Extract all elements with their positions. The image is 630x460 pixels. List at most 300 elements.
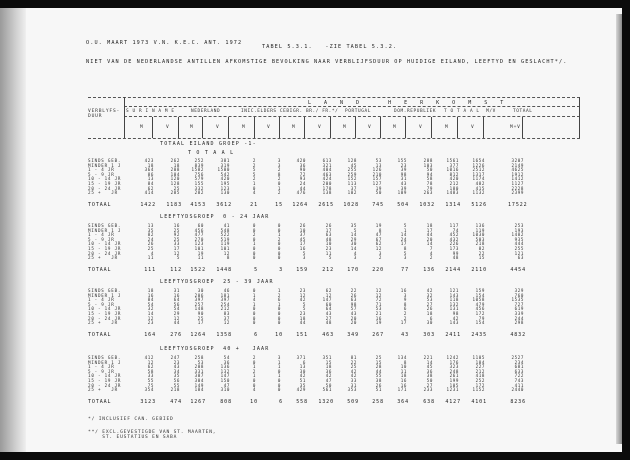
data-cell: 47 — [325, 378, 332, 383]
total-cell: 5 — [254, 266, 258, 273]
data-cell: 3 — [353, 255, 357, 261]
data-cell: 285 — [170, 190, 180, 196]
data-cell: 0 — [252, 315, 256, 321]
data-cell: 2 — [277, 167, 281, 173]
data-cell: 42 — [325, 373, 332, 379]
header-rule-mid — [124, 106, 580, 107]
total-cell: 2615 — [318, 201, 334, 208]
data-cell: 28 — [375, 364, 382, 370]
data-cell: 2527 — [511, 355, 524, 360]
data-cell: 5 — [252, 167, 256, 173]
country-header: TOTAAL — [513, 109, 533, 114]
data-cell: 12 — [147, 315, 154, 321]
total-label: TOTAAL — [88, 398, 112, 405]
data-cell: 8 — [277, 171, 281, 177]
country-header: NEDERLAND — [191, 109, 221, 114]
row-label: 15 - 19 JR — [88, 181, 122, 186]
data-cell: 33 — [350, 378, 357, 383]
data-cell: 180 — [449, 185, 459, 191]
data-cell: 48 — [325, 236, 332, 242]
subcolumn-header: M — [140, 125, 144, 130]
data-cell: 519 — [220, 236, 230, 242]
data-cell: 36 — [325, 368, 332, 374]
data-cell: 18 — [426, 223, 433, 228]
data-cell: 0 — [252, 306, 256, 312]
data-cell: 2 — [403, 311, 407, 316]
data-cell: 75 — [147, 382, 154, 388]
table-title: NIET VAN DE NEDERLANDSE ANTILLEN AFKOMSTIGE BEVOLKING NAAR VERBLIJFSDUUR OP HUIDIGE EILAND, LEEFTYD EN GESLACHT*/. — [86, 59, 568, 65]
data-cell: 2 — [252, 355, 256, 360]
data-cell: 154 — [475, 292, 485, 298]
total-cell: 10 — [275, 331, 283, 338]
data-cell: 138 — [322, 190, 332, 196]
data-cell: 0 — [277, 223, 281, 228]
data-cell: 307 — [194, 373, 204, 379]
data-cell: 42 — [350, 368, 357, 374]
total-cell: 2435 — [471, 331, 487, 338]
data-cell: 0 — [277, 255, 281, 261]
row-label: SINDS GEB. — [88, 223, 122, 228]
data-cell: 2149 — [511, 162, 524, 168]
data-cell: 212 — [475, 368, 485, 374]
data-cell: 11 — [147, 255, 154, 261]
section-title: TOTAAL EILAND GROEP -1- — [160, 141, 257, 147]
book-gutter-shadow — [0, 8, 26, 452]
data-cell: 456 — [194, 227, 204, 233]
total-cell: 6 — [254, 331, 258, 338]
data-cell: 429 — [296, 387, 306, 393]
data-cell: 218 — [170, 387, 180, 393]
total-cell: 349 — [347, 331, 359, 338]
data-cell: 62 — [147, 185, 154, 191]
total-cell: 258 — [372, 398, 384, 405]
data-cell: 64 — [173, 297, 180, 303]
data-cell: 1127 — [511, 181, 524, 186]
subcolumn-header: M — [242, 125, 246, 130]
data-cell: 13 — [299, 364, 306, 370]
data-cell: 78 — [426, 181, 433, 186]
data-cell: 2228 — [511, 185, 524, 191]
data-cell: 31 — [400, 176, 407, 182]
data-cell: 98 — [350, 301, 357, 307]
total-cell: 3123 — [140, 398, 156, 405]
header-divider — [124, 97, 125, 138]
data-cell: 1 — [252, 373, 256, 379]
data-cell: 30 — [299, 368, 306, 374]
data-cell: 178 — [322, 185, 332, 191]
data-cell: 3 — [403, 292, 407, 298]
data-cell: 0 — [252, 382, 256, 388]
data-cell: 1482 — [511, 232, 524, 238]
data-cell: 0 — [252, 236, 256, 242]
total-cell: 808 — [220, 398, 232, 405]
data-cell: 24 — [400, 236, 407, 242]
column-divider — [355, 117, 356, 138]
row-label: 15 - 19 JR — [88, 311, 122, 316]
data-cell: 14 — [350, 246, 357, 251]
data-cell: 29 — [350, 236, 357, 242]
data-cell: 35 — [147, 227, 154, 233]
data-cell: 12 — [223, 250, 230, 256]
data-cell: 74 — [452, 227, 459, 233]
data-cell: 57 — [350, 306, 357, 312]
data-cell: 727 — [514, 301, 524, 307]
data-cell: 482 — [475, 181, 485, 186]
data-cell: 18 — [426, 311, 433, 316]
data-cell: 212 — [220, 306, 230, 312]
row-label: 25 + JR — [88, 387, 118, 393]
row-label: 1 - 4 JR — [88, 297, 115, 303]
total-cell: 5126 — [471, 201, 487, 208]
row-label: SINDS GEB. — [88, 288, 122, 293]
data-cell: 3207 — [511, 158, 524, 163]
data-cell: 2 — [429, 255, 433, 261]
data-cell: 18 — [173, 162, 180, 168]
data-cell: 444 — [514, 241, 524, 247]
data-cell: 253 — [514, 223, 524, 228]
data-cell: 83 — [223, 311, 230, 316]
footnote: */ INCLUSIEF CAN. GEBIED — [88, 417, 174, 422]
data-cell: 93 — [299, 176, 306, 182]
row-label: 1 - 4 JR — [88, 364, 115, 370]
total-cell: 474 — [170, 398, 182, 405]
data-cell: 62 — [147, 364, 154, 370]
data-cell: 15 — [325, 359, 332, 365]
data-cell: 6 — [403, 306, 407, 312]
data-cell: 132 — [220, 368, 230, 374]
total-cell: 1522 — [190, 266, 206, 273]
data-cell: 19 — [375, 320, 382, 326]
data-cell: 46 — [223, 288, 230, 293]
data-cell: 199 — [449, 378, 459, 383]
data-cell: 105 — [449, 382, 459, 388]
data-cell: 1 — [277, 373, 281, 379]
data-cell: 397 — [194, 297, 204, 303]
data-cell: 252 — [194, 158, 204, 163]
data-cell: 8 — [378, 227, 382, 233]
column-divider — [483, 117, 484, 138]
data-cell: 221 — [423, 355, 433, 360]
row-label: 10 - 14 JR — [88, 241, 122, 247]
data-cell: 0 — [252, 288, 256, 293]
data-cell: 1 — [252, 241, 256, 247]
data-cell: 2512 — [472, 167, 485, 173]
data-cell: 102 — [347, 190, 357, 196]
data-cell: 10 — [400, 364, 407, 370]
column-divider — [254, 117, 255, 138]
column-divider — [405, 117, 406, 138]
data-cell: 3 — [277, 158, 281, 163]
total-cell: 2411 — [445, 331, 461, 338]
data-cell: 19 — [375, 223, 382, 228]
data-cell: 212 — [449, 181, 459, 186]
data-cell: 613 — [322, 158, 332, 163]
row-label: 15 - 19 JR — [88, 378, 122, 383]
data-cell: 36 — [223, 359, 230, 365]
data-cell: 3 — [403, 255, 407, 261]
data-cell: 33 — [147, 373, 154, 379]
data-cell: 173 — [449, 246, 459, 251]
header-rule-low — [124, 116, 580, 117]
data-cell: 23 — [299, 288, 306, 293]
data-cell: 255 — [347, 167, 357, 173]
data-cell: 16 — [173, 223, 180, 228]
total-cell: 504 — [397, 201, 409, 208]
data-cell: 58 — [426, 176, 433, 182]
data-cell: 149 — [194, 382, 204, 388]
data-cell: 252 — [475, 378, 485, 383]
data-cell: 92 — [173, 232, 180, 238]
scanned-page — [0, 8, 622, 452]
total-cell: 4454 — [510, 266, 526, 273]
data-cell: 354 — [144, 387, 154, 393]
data-cell: 14 — [400, 232, 407, 238]
data-cell: 12 — [223, 320, 230, 326]
data-cell: 1654 — [472, 158, 485, 163]
row-label: 25 + JR — [88, 320, 118, 326]
data-cell: 3 — [277, 355, 281, 360]
data-cell: 12 — [299, 292, 306, 298]
data-cell: 8 — [226, 255, 230, 261]
data-cell: 503 — [475, 236, 485, 242]
data-cell: 172 — [475, 311, 485, 316]
data-cell: 258 — [194, 355, 204, 360]
data-cell: 4 — [150, 250, 154, 256]
data-cell: 171 — [397, 387, 407, 393]
data-cell: 10 — [299, 227, 306, 233]
data-cell: 53 — [375, 306, 382, 312]
data-cell: 43 — [173, 364, 180, 370]
row-label: 5 - 9 JR — [88, 368, 115, 374]
data-cell: 13 — [147, 223, 154, 228]
data-cell: 55 — [147, 378, 154, 383]
total-cell: 276 — [170, 331, 182, 338]
data-cell: 20 — [350, 315, 357, 321]
data-cell: 27 — [325, 315, 332, 321]
data-cell: 0 — [277, 368, 281, 374]
total-cell: 558 — [296, 398, 308, 405]
data-cell: 20 — [426, 236, 433, 242]
total-cell: 212 — [322, 266, 334, 273]
total-cell: 159 — [296, 266, 308, 273]
data-cell: 3 — [277, 162, 281, 168]
data-cell: 5 — [403, 250, 407, 256]
subcolumn-header: M — [190, 125, 194, 130]
data-cell: 6 — [429, 315, 433, 321]
data-cell: 210 — [372, 171, 382, 177]
data-cell: 90 — [299, 167, 306, 173]
subcolumn-header: V — [267, 125, 271, 130]
total-cell: 1422 — [140, 201, 156, 208]
data-cell: 432 — [449, 236, 459, 242]
data-cell: 121 — [514, 250, 524, 256]
data-cell: 19 — [375, 185, 382, 191]
data-cell: 26 — [375, 382, 382, 388]
data-cell: 12 — [375, 292, 382, 298]
data-cell: 4 — [252, 297, 256, 303]
country-header: INIC.ELDERS CEBI — [241, 109, 293, 114]
data-cell: 331 — [194, 368, 204, 374]
total-cell: 1358 — [216, 331, 232, 338]
data-cell: 298 — [514, 320, 524, 326]
data-cell: 25 — [147, 246, 154, 251]
data-cell: 13 — [375, 162, 382, 168]
data-cell: 136 — [475, 223, 485, 228]
data-cell: 2 — [277, 292, 281, 298]
data-cell: 353 — [347, 387, 357, 393]
data-cell: 2 — [378, 255, 382, 261]
data-cell: 136 — [220, 364, 230, 370]
data-cell: 16 — [400, 288, 407, 293]
total-cell: 10 — [250, 398, 258, 405]
row-label: MINDER 1 J — [88, 162, 122, 168]
data-cell: 2399 — [511, 190, 524, 196]
data-cell: 39 — [400, 167, 407, 173]
data-cell: 261 — [449, 373, 459, 379]
data-cell: 45 — [426, 364, 433, 370]
total-label: TOTAAL — [88, 331, 112, 338]
row-label: SINDS GEB. — [88, 158, 122, 163]
header-rule-top — [88, 97, 580, 98]
column-divider — [380, 117, 381, 138]
data-cell: 5 — [302, 301, 306, 307]
total-cell: 220 — [372, 266, 384, 273]
header-source-line: O.U. MAART 1973 V.N. K.E.C. ANT. 1972 — [86, 40, 243, 46]
data-cell: 147 — [220, 373, 230, 379]
total-cell: 170 — [347, 266, 359, 273]
data-cell: 159 — [475, 288, 485, 293]
data-cell: 37 — [223, 315, 230, 321]
data-cell: 259 — [347, 171, 357, 177]
country-header: DOM.REPUBLIEK — [394, 109, 437, 114]
column-divider — [330, 117, 331, 138]
data-cell: 0 — [277, 181, 281, 186]
data-cell: 5 — [176, 255, 180, 261]
data-cell: 0 — [252, 255, 256, 261]
data-cell: 35 — [173, 373, 180, 379]
total-cell: 745 — [372, 201, 384, 208]
data-cell: 1912 — [511, 171, 524, 177]
section-subtitle: T O T A A L — [188, 150, 235, 156]
total-cell: 136 — [423, 266, 435, 273]
data-cell: 118 — [449, 297, 459, 303]
data-cell: 172 — [475, 382, 485, 388]
data-cell: 20 — [350, 320, 357, 326]
data-cell: 42 — [452, 315, 459, 321]
data-cell: 234 — [514, 359, 524, 365]
data-cell: 84 — [147, 297, 154, 303]
data-cell: 45 — [350, 162, 357, 168]
subcolumn-header: M+V — [510, 125, 521, 130]
data-cell: 17 — [400, 241, 407, 247]
data-cell: 62 — [375, 241, 382, 247]
data-cell: 58 — [147, 368, 154, 374]
row-label: MINDER 1 J — [88, 359, 122, 365]
data-cell: 51 — [299, 378, 306, 383]
data-cell: 1152 — [472, 387, 485, 393]
data-cell: 0 — [252, 185, 256, 191]
data-cell: 0 — [277, 250, 281, 256]
data-cell: 1016 — [446, 167, 459, 173]
data-cell: 53 — [197, 359, 204, 365]
subcolumn-header: M — [393, 125, 397, 130]
data-cell: 123 — [194, 241, 204, 247]
data-cell: 17 — [400, 320, 407, 326]
data-cell: 24 — [147, 236, 154, 242]
row-label: 20 - 24 JR — [88, 382, 122, 388]
data-cell: 26 — [147, 241, 154, 247]
data-cell: 0 — [252, 246, 256, 251]
data-cell: 1582 — [191, 167, 204, 173]
data-cell: 5 — [403, 223, 407, 228]
data-cell: 397 — [220, 297, 230, 303]
data-cell: 7 — [429, 246, 433, 251]
data-cell: 13 — [147, 176, 154, 182]
data-cell: 126 — [372, 167, 382, 173]
data-cell: 25 — [173, 236, 180, 242]
data-cell: 364 — [144, 167, 154, 173]
data-cell: 26 — [350, 292, 357, 298]
data-cell: 579 — [194, 176, 204, 182]
total-cell: 303 — [423, 331, 435, 338]
data-cell: 233 — [423, 387, 433, 393]
data-cell: 53 — [426, 297, 433, 303]
row-label: 1 - 4 JR — [88, 232, 115, 238]
data-cell: 16 — [173, 292, 180, 298]
data-cell: 263 — [423, 190, 433, 196]
total-label: TOTAAL — [88, 266, 112, 273]
total-cell: 43 — [401, 331, 409, 338]
data-cell: 42 — [299, 373, 306, 379]
data-cell: 26 — [426, 306, 433, 312]
data-cell: 127 — [372, 181, 382, 186]
data-cell: 2 — [252, 158, 256, 163]
data-cell: 479 — [475, 301, 485, 307]
data-cell: 0 — [252, 227, 256, 233]
data-cell: 404 — [322, 167, 332, 173]
row-label: 10 - 14 JR — [88, 306, 122, 312]
data-cell: 226 — [449, 241, 459, 247]
data-cell: 23 — [173, 359, 180, 365]
subcolumn-header: V — [368, 125, 372, 130]
total-cell: 111 — [144, 266, 156, 273]
total-cell: 1267 — [190, 398, 206, 405]
data-cell: 418 — [475, 373, 485, 379]
data-cell: 181 — [220, 292, 230, 298]
total-cell: 364 — [397, 398, 409, 405]
row-label: 5 - 9 JR — [88, 236, 115, 242]
data-cell: 44 — [375, 368, 382, 374]
data-cell: 812 — [449, 171, 459, 177]
row-label: 1 - 4 JR — [88, 167, 115, 173]
row-label: 15 - 19 JR — [88, 246, 122, 251]
data-cell: 4 — [252, 387, 256, 393]
data-cell: 18 — [299, 315, 306, 321]
data-cell: 53 — [375, 158, 382, 163]
data-cell: 0 — [277, 246, 281, 251]
header-right-border — [579, 97, 580, 138]
data-cell: 5 — [353, 227, 357, 233]
data-cell: 756 — [194, 171, 204, 177]
data-cell: 456 — [475, 306, 485, 312]
data-cell: 1 — [252, 292, 256, 298]
data-cell: 415 — [475, 185, 485, 191]
data-cell: 27 — [426, 301, 433, 307]
data-cell: 64 — [325, 306, 332, 312]
data-cell: 381 — [220, 158, 230, 163]
total-cell: 164 — [144, 331, 156, 338]
data-cell: 72 — [299, 171, 306, 177]
